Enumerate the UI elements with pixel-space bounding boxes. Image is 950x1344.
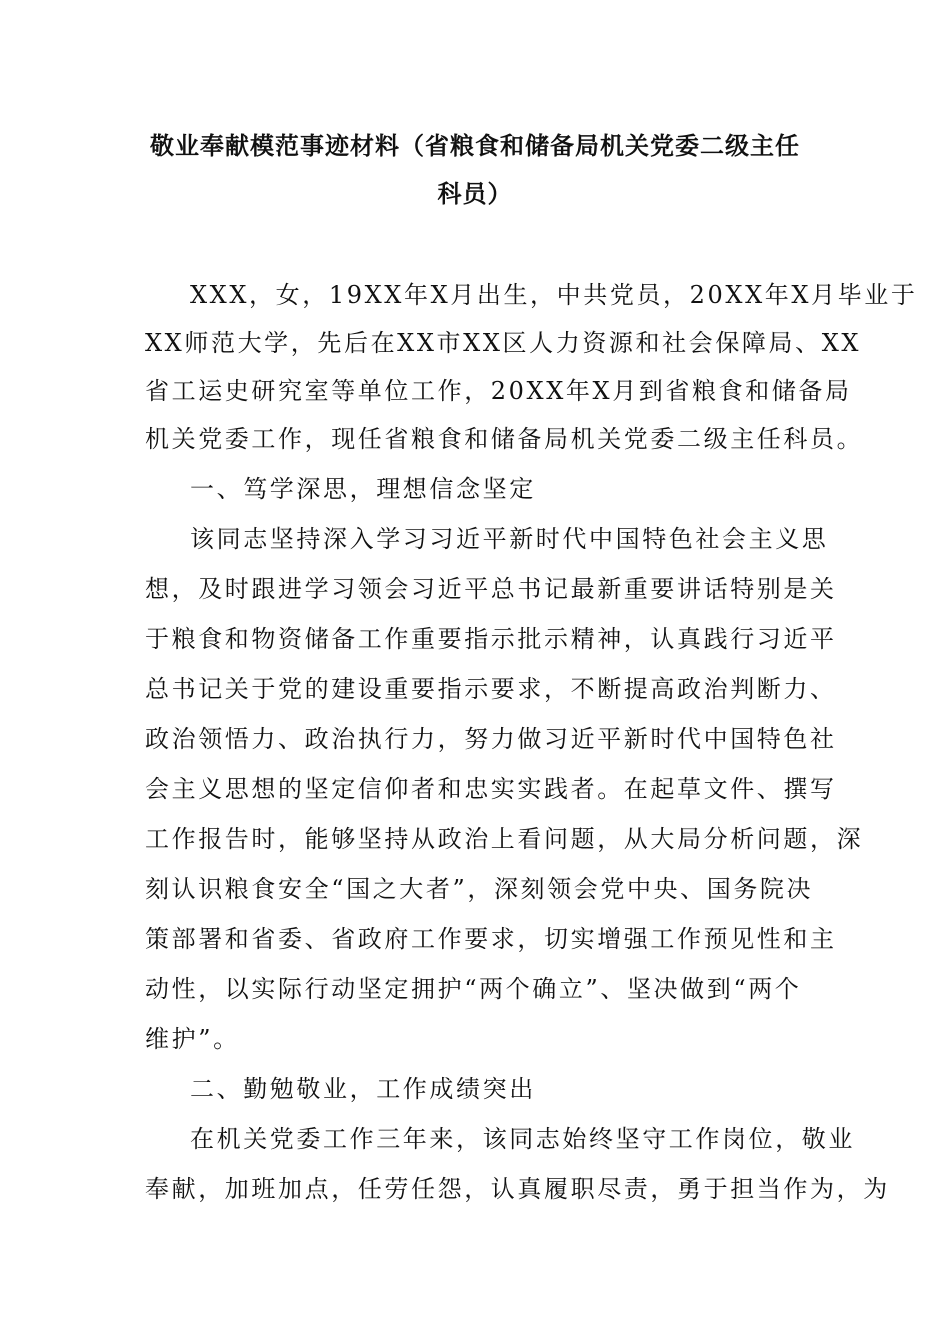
body-line: 机关党委工作，现任省粮食和储备局机关党委二级主任科员。	[145, 425, 864, 453]
body-line: XX师范大学，先后在XX市XX区人力资源和社会保障局、XX	[145, 329, 862, 357]
body-line: 工作报告时，能够坚持从政治上看问题，从大局分析问题，深	[145, 825, 864, 853]
document-title-line-2: 科员）	[437, 180, 513, 208]
body-line: 于粮食和物资储备工作重要指示批示精神，认真践行习近平	[145, 625, 837, 653]
body-line: 刻认识粮食安全“国之大者”，深刻领会党中央、国务院决	[145, 875, 814, 903]
section-heading-1: 一、笃学深思，理想信念坚定	[190, 475, 536, 503]
body-line: 总书记关于党的建设重要指示要求，不断提高政治判断力、	[145, 675, 837, 703]
document-title-line-1: 敬业奉献模范事迹材料（省粮食和储备局机关党委二级主任	[150, 132, 800, 160]
body-line: 省工运史研究室等单位工作，20XX年X月到省粮食和储备局	[145, 377, 852, 405]
body-line: 会主义思想的坚定信仰者和忠实实践者。在起草文件、撰写	[145, 775, 837, 803]
body-line: 奉献，加班加点，任劳任怨，认真履职尽责，勇于担当作为，为	[145, 1175, 890, 1203]
body-line: 动性，以实际行动坚定拥护“两个确立”、坚决做到“两个	[145, 975, 802, 1003]
body-line: 该同志坚持深入学习习近平新时代中国特色社会主义思	[190, 525, 829, 553]
body-line: 在机关党委工作三年来，该同志始终坚守工作岗位，敬业	[190, 1125, 855, 1153]
body-line: 维护”。	[145, 1025, 240, 1053]
body-line: 政治领悟力、政治执行力，努力做习近平新时代中国特色社	[145, 725, 837, 753]
section-heading-2: 二、勤勉敬业，工作成绩突出	[190, 1075, 536, 1103]
body-line: XXX，女，19XX年X月出生，中共党员，20XX年X月毕业于	[190, 281, 918, 309]
body-line: 策部署和省委、省政府工作要求，切实增强工作预见性和主	[145, 925, 837, 953]
body-line: 想，及时跟进学习领会习近平总书记最新重要讲话特别是关	[145, 575, 837, 603]
